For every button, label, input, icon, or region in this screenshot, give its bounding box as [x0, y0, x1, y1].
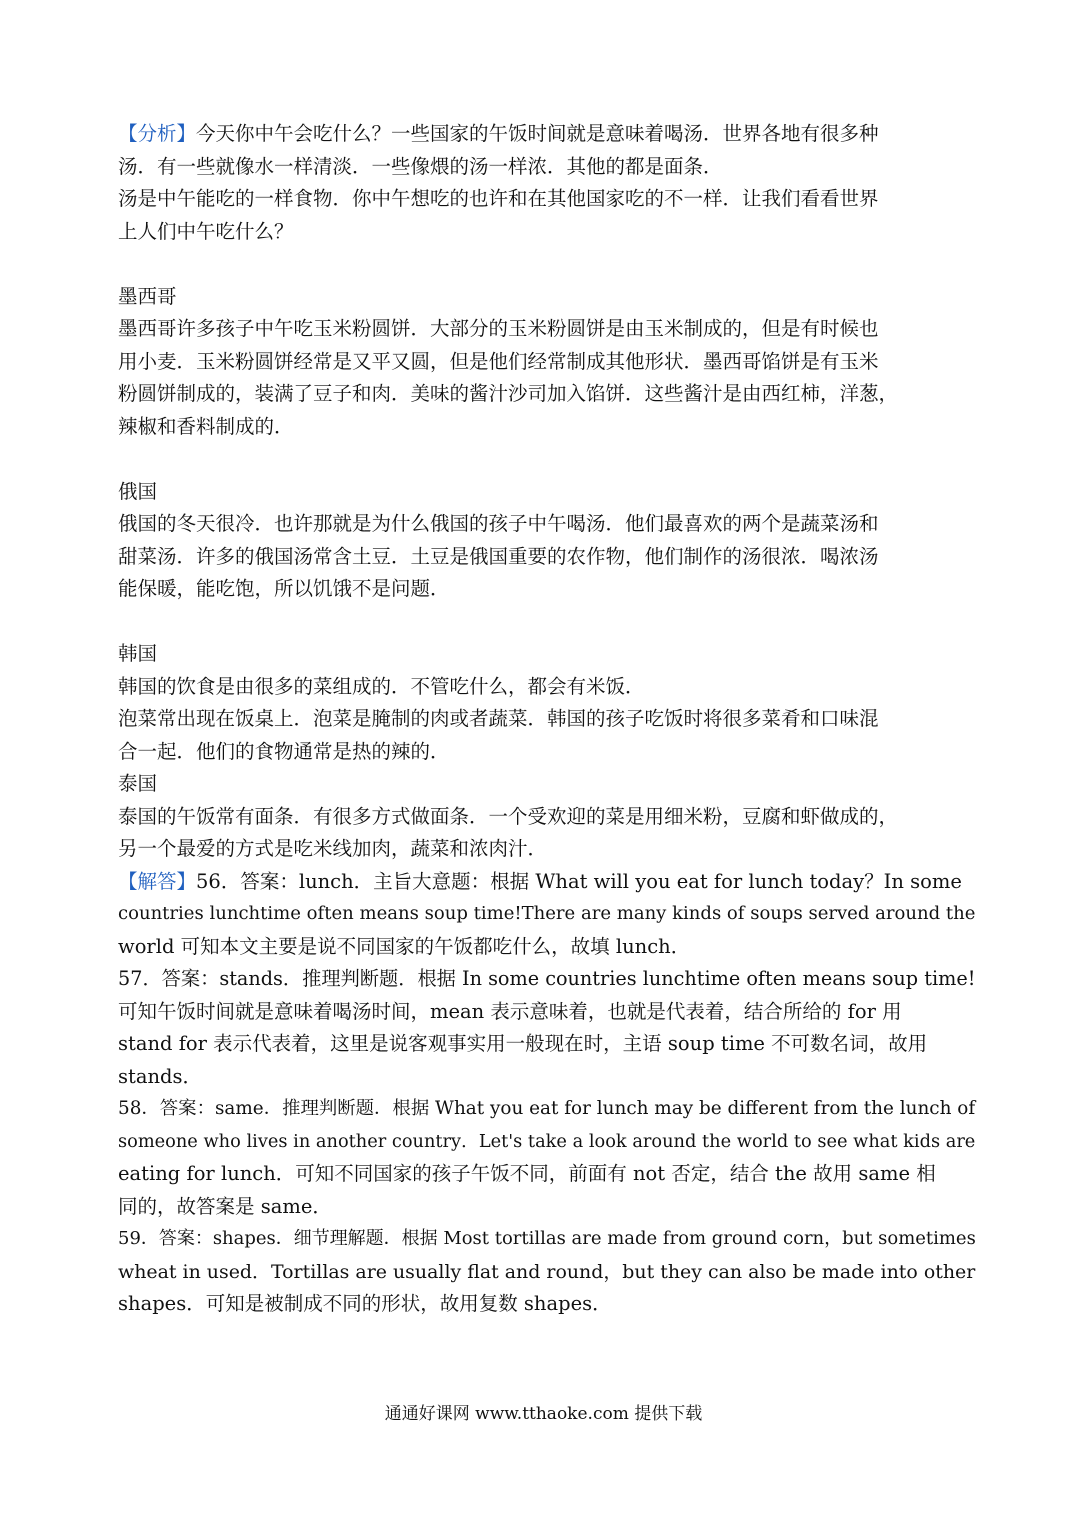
section-line: 另一个最爱的方式是吃米线加肉，蔬菜和浓肉汁．: [118, 837, 548, 860]
section-heading: 韩国: [118, 642, 158, 665]
analysis-line: 汤．有一些就像水一样清淡．一些像煨的汤一样浓．其他的都是面条．: [118, 154, 723, 178]
section-line: 泰国的午饭常有面条．有很多方式做面条．一个受欢迎的菜是用细米粉，豆腐和虾做成的，: [118, 804, 899, 828]
analysis-line: 上人们中午吃什么？: [118, 219, 294, 243]
analysis-text: 今天你中午会吃什么？一些国家的午饭时间就是意味着喝汤．世界各地有很多种: [196, 122, 879, 145]
section-line: 韩国的饮食是由很多的菜组成的．不管吃什么，都会有米饭．: [118, 674, 645, 698]
section-line: 合一起．他们的食物通常是热的辣的．: [118, 739, 450, 763]
section-heading: 墨西哥: [118, 284, 177, 308]
answer-line: [118, 866, 974, 899]
section-line: 能保暖，能吃饱，所以饥饿不是问题．: [118, 577, 450, 600]
answer-line: stands．: [118, 1064, 203, 1088]
analysis-tag: 【分析】: [118, 122, 197, 145]
spacer: [118, 443, 974, 476]
answer-line: someone who lives in another country．Let's take a look around the world to see what kids are: [118, 1130, 976, 1152]
section-heading: 俄国: [118, 479, 158, 503]
answer-line: world 可知本文主要是说不同国家的午饭都吃什么，故填 lunch．: [118, 934, 691, 958]
answer-line: shapes．可知是被制成不同的形状，故用复数 shapes．: [118, 1292, 612, 1315]
answer-line: 57．答案：stands．推理判断题．根据 In some countries lunchtime often means soup time!: [118, 967, 976, 990]
answer-line: 59．答案：shapes．细节理解题．根据 Most tortillas are made from ground corn，but sometimes: [118, 1228, 976, 1249]
analysis-line: 汤是中午能吃的一样食物．你中午想吃的也许和在其他国家吃的不一样．让我们看看世界: [118, 187, 879, 210]
section-line: 甜菜汤．许多的俄国汤常含土豆．土豆是俄国重要的农作物，他们制作的汤很浓．喝浓汤: [118, 544, 879, 568]
answer-line: 可知午饭时间就是意味着喝汤时间，mean 表示意味着，也就是代表着，结合所给的 for 用: [118, 999, 902, 1023]
section-line: 辣椒和香料制成的．: [118, 414, 294, 438]
section-line: 用小麦．玉米粉圆饼经常是又平又圆，但是他们经常制成其他形状．墨西哥馅饼是有玉米: [118, 349, 879, 373]
section-line: 粉圆饼制成的，装满了豆子和肉．美味的酱汁沙司加入馅饼．这些酱汁是由西红柿，洋葱，: [118, 382, 899, 405]
answer-line: eating for lunch．可知不同国家的孩子午饭不同，前面有 not 否定，结合 the 故用 same 相: [118, 1162, 936, 1185]
spacer: [118, 248, 974, 281]
section-line: 俄国的冬天很冷．也许那就是为什么俄国的孩子中午喝汤．他们最喜欢的两个是蔬菜汤和: [118, 512, 879, 535]
section-heading: 泰国: [118, 772, 158, 795]
spacer: [118, 606, 974, 639]
section-line: 墨西哥许多孩子中午吃玉米粉圆饼．大部分的玉米粉圆饼是由玉米制成的，但是有时候也: [118, 317, 879, 340]
answer-line: wheat in used．Tortillas are usually flat and round，but they can also be made into other: [118, 1260, 976, 1283]
answer-tag: 【解答】: [118, 869, 197, 893]
page-footer: 通通好课网 www.tthaoke.com 提供下载: [384, 1404, 703, 1424]
answer-text: 56．答案：lunch．主旨大意题：根据 What will you eat for lunch today？In some: [196, 869, 962, 893]
answer-line: 58．答案：same．推理判断题．根据 What you eat for lunch may be different from the lunch of: [118, 1098, 976, 1119]
answer-line: countries lunchtime often means soup time!There are many kinds of soups served around the: [118, 903, 976, 924]
document-body: [118, 118, 974, 1321]
section-line: 泡菜常出现在饭桌上．泡菜是腌制的肉或者蔬菜．韩国的孩子吃饭时将很多菜肴和口味混: [118, 707, 879, 730]
answer-line: 同的，故答案是 same．: [118, 1194, 332, 1218]
analysis-line: [118, 118, 974, 151]
answer-line: stand for 表示代表着，这里是说客观事实用一般现在时，主语 soup time 不可数名词，故用: [118, 1032, 928, 1055]
